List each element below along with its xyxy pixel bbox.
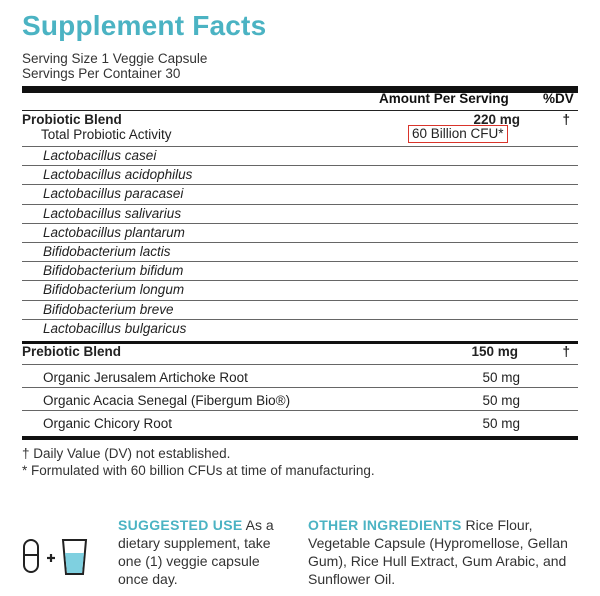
row-divider [22, 410, 578, 411]
row-divider [22, 319, 578, 320]
row-divider [22, 165, 578, 166]
strain-label: Lactobacillus paracasei [43, 186, 184, 202]
servings-per-container: Servings Per Container 30 [22, 66, 181, 81]
prebiotic-item-amount: 50 mg [482, 393, 520, 408]
other-ingredients [308, 516, 578, 588]
prebiotic-blend-dv: † [562, 344, 570, 359]
row-divider [22, 364, 578, 365]
row-divider [22, 261, 578, 262]
suggested-use-text: As a dietary supplement, take one (1) veggie capsule once day. [118, 517, 274, 587]
plus-icon [47, 554, 55, 562]
footer-icons [22, 536, 98, 580]
probiotic-blend-label: Probiotic Blend [22, 112, 122, 127]
bottom-rule [22, 436, 578, 440]
prebiotic-item-label: Organic Acacia Senegal (Fibergum Bio®) [43, 393, 291, 408]
serving-size: Serving Size 1 Veggie Capsule [22, 51, 208, 66]
row-divider [22, 387, 578, 388]
row-divider [22, 280, 578, 281]
strain-label: Lactobacillus salivarius [43, 205, 182, 221]
activity-label: Total Probiotic Activity [41, 127, 172, 142]
probiotic-blend-amount: 220 mg [473, 112, 520, 127]
prebiotic-item-label: Organic Chicory Root [43, 416, 173, 431]
footnote-cfu: * Formulated with 60 billion CFUs at time of manufacturing. [22, 463, 375, 478]
row-divider [22, 242, 578, 243]
strain-label: Bifidobacterium breve [43, 301, 174, 317]
suggested-use [118, 516, 278, 588]
strain-label: Bifidobacterium longum [43, 282, 185, 298]
supplement-facts-title: Supplement Facts [22, 10, 267, 41]
strain-label: Bifidobacterium lactis [43, 244, 171, 259]
dv-header: %DV [543, 91, 574, 106]
strain-label: Lactobacillus acidophilus [43, 167, 193, 183]
header-rule [22, 110, 578, 111]
row-divider [22, 146, 578, 147]
prebiotic-item-amount: 50 mg [482, 370, 520, 385]
water-glass-icon [63, 540, 86, 574]
activity-value-highlight: 60 Billion CFU* [408, 125, 508, 143]
row-divider [22, 204, 578, 205]
strain-label: Lactobacillus plantarum [43, 224, 185, 240]
row-divider [22, 184, 578, 185]
other-ingredients-text: Rice Flour, Vegetable Capsule (Hypromellose, Gellan Gum), Rice Hull Extract, Gum Arabic, and Sunflower Oil. [308, 517, 568, 587]
prebiotic-blend-amount: 150 mg [471, 344, 518, 359]
prebiotic-blend-label: Prebiotic Blend [22, 344, 122, 359]
footnote-dv: † Daily Value (DV) not established. [22, 446, 231, 461]
prebiotic-blend-row [22, 344, 578, 360]
suggested-use-heading: SUGGESTED USE [118, 517, 243, 533]
strain-label: Bifidobacterium bifidum [43, 263, 184, 279]
prebiotic-item-label: Organic Jerusalem Artichoke Root [43, 370, 248, 385]
amount-header: Amount Per Serving [379, 91, 509, 106]
strain-label: Lactobacillus bulgaricus [43, 320, 187, 336]
row-divider [22, 300, 578, 301]
capsule-icon [24, 540, 38, 572]
probiotic-blend-dv: † [562, 112, 570, 127]
row-divider [22, 223, 578, 224]
prebiotic-item-amount: 50 mg [482, 416, 520, 431]
strain-label: Lactobacillus casei [43, 148, 157, 163]
other-ingredients-heading: OTHER INGREDIENTS [308, 517, 462, 533]
